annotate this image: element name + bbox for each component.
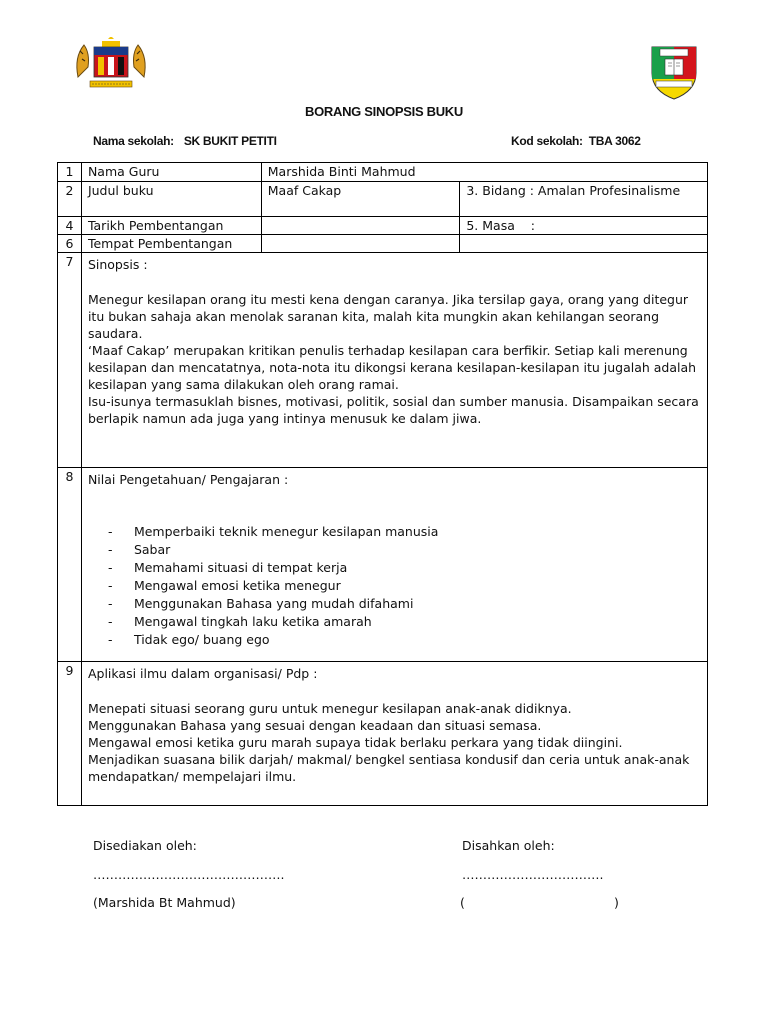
table-row (58, 163, 708, 182)
synopsis-paragraph: ‘Maaf Cakap’ merupakan kritikan penulis terhadap kesilapan cara berfikir. Setiap kali merenung kesilapan dan mencatatnya, nota-nota itu dikongsi kerana kesilapan-kesilapan itu jugalah adalah kesilapan yang sama dilakukan oleh orang ramai. (87, 343, 697, 392)
list-item: - Memahami situasi di tempat kerja (108, 559, 701, 577)
table-row (58, 468, 708, 662)
application-cell (81, 662, 707, 806)
table-row (58, 235, 708, 253)
presentation-place-value (261, 235, 460, 253)
jata-negara-crest-logo (68, 37, 154, 95)
application-line: Mengawal emosi ketika guru marah supaya tidak berlaku perkara yang tidak diingini. (87, 735, 623, 750)
presentation-date-label: Tarikh Pembentangan (81, 217, 261, 235)
row-number: 8 (58, 468, 82, 662)
teacher-name-label: Nama Guru (81, 163, 261, 182)
row-number: 4 (58, 217, 82, 235)
list-item: - Mengawal emosi ketika menegur (108, 577, 701, 595)
prepared-by-label: Disediakan oleh: (93, 838, 197, 853)
school-code-value: TBA 3062 (588, 134, 641, 148)
synopsis-paragraph: Menegur kesilapan orang itu mesti kena dengan caranya. Jika tersilap gaya, orang yang ditegur itu bukan sahaja akan menolak saranan kita, malah kita mungkin akan kehilangan seorang saudara. (87, 292, 689, 341)
application-line: Menepati situasi seorang guru untuk menegur kesilapan anak-anak didiknya. (87, 701, 572, 716)
time-field: 5. Masa : (460, 217, 708, 235)
synopsis-cell (81, 253, 707, 468)
empty-cell (460, 235, 708, 253)
book-title-label: Judul buku (81, 182, 261, 217)
verified-by-label: Disahkan oleh: (462, 838, 555, 853)
school-code-label: Kod sekolah: (511, 134, 583, 148)
synopsis-label: Sinopsis : (87, 257, 148, 272)
application-line: Menjadikan suasana bilik darjah/ makmal/ bengkel sentiasa kondusif dan ceria untuk anak-anak mendapatkan/ mempelajari ilmu. (87, 752, 690, 784)
presentation-place-label: Tempat Pembentangan (81, 235, 261, 253)
list-item: - Sabar (108, 541, 701, 559)
synopsis-form-table (57, 162, 708, 806)
lessons-cell (81, 468, 707, 662)
application-label: Aplikasi ilmu dalam organisasi/ Pdp : (87, 666, 318, 681)
list-item: - Tidak ego/ buang ego (108, 631, 701, 649)
school-badge-logo (648, 43, 700, 101)
list-item: - Memperbaiki teknik menegur kesilapan manusia (108, 523, 701, 541)
school-name-value: SK BUKIT PETITI (183, 134, 277, 148)
lessons-list (88, 523, 701, 649)
prepared-by-signature-line: ………………………………………. (93, 867, 285, 882)
school-name-field (93, 134, 277, 148)
verified-by-signature-line: ……………………………. (462, 867, 604, 882)
verified-by-close-paren: ) (614, 895, 619, 910)
row-number: 2 (58, 182, 82, 217)
lessons-label: Nilai Pengetahuan/ Pengajaran : (87, 472, 289, 487)
school-code-field (511, 134, 641, 148)
table-row (58, 253, 708, 468)
table-row (58, 217, 708, 235)
teacher-name-value: Marshida Binti Mahmud (261, 163, 707, 182)
table-row (58, 662, 708, 806)
school-name-label: Nama sekolah: (93, 134, 174, 148)
row-number: 6 (58, 235, 82, 253)
application-line: Menggunakan Bahasa yang sesuai dengan keadaan dan situasi semasa. (87, 718, 542, 733)
table-row (58, 182, 708, 217)
row-number: 7 (58, 253, 82, 468)
prepared-by-name: (Marshida Bt Mahmud) (93, 895, 236, 910)
list-item: - Mengawal tingkah laku ketika amarah (108, 613, 701, 631)
row-number: 1 (58, 163, 82, 182)
verified-by-open-paren: ( (460, 895, 465, 910)
book-title-value: Maaf Cakap (261, 182, 460, 217)
form-title: BORANG SINOPSIS BUKU (305, 104, 463, 119)
field-value: 3. Bidang : Amalan Profesinalisme (460, 182, 708, 217)
presentation-date-value (261, 217, 460, 235)
list-item: - Menggunakan Bahasa yang mudah difahami (108, 595, 701, 613)
synopsis-paragraph: Isu-isunya termasuklah bisnes, motivasi, politik, sosial dan sumber manusia. Disampaikan secara berlapik namun ada juga yang intinya menusuk ke dalam jiwa. (87, 394, 699, 426)
row-number: 9 (58, 662, 82, 806)
